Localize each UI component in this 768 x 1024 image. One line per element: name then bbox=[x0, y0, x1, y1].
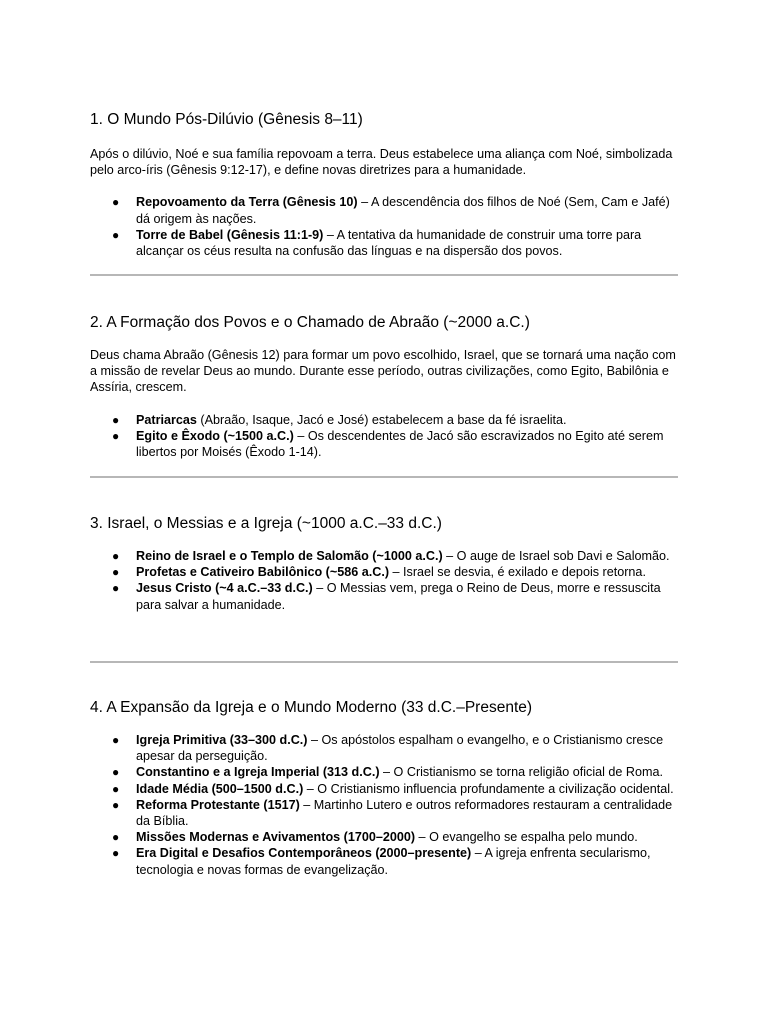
list-item bbox=[90, 580, 678, 612]
list-item-text: – A tentativa da humanidade de construir uma torre para alcançar os céus resulta na confusão das línguas e na dispersão dos povos. bbox=[136, 227, 642, 259]
section-1 bbox=[90, 110, 678, 259]
section-3-heading: 3. Israel, o Messias e a Igreja (~1000 a.C.–33 d.C.) bbox=[90, 515, 442, 532]
bullet-icon: ● bbox=[112, 765, 120, 780]
list-item bbox=[90, 797, 678, 829]
list-item bbox=[90, 428, 678, 460]
list-item-title: Jesus Cristo (~4 a.C.–33 d.C.) bbox=[136, 581, 313, 596]
section-divider bbox=[90, 476, 678, 478]
list-item bbox=[90, 764, 678, 780]
list-item-text: – Martinho Lutero e outros reformadores restauram a centralidade da Bíblia. bbox=[136, 797, 673, 829]
list-item-text: – Os apóstolos espalham o evangelho, e o Cristianismo cresce apesar da perseguição. bbox=[136, 733, 664, 764]
list-item-title: Reino de Israel e o Templo de Salomão (~1000 a.C.) bbox=[136, 549, 443, 563]
list-item-text: – Os descendentes de Jacó são escravizados no Egito até serem libertos por Moisés (Êxodo 1-14). bbox=[136, 428, 664, 460]
list-item bbox=[90, 194, 678, 226]
list-item-text: – Israel se desvia, é exilado e depois retorna. bbox=[389, 565, 646, 580]
list-item-title: Repovoamento da Terra (Gênesis 10) bbox=[136, 195, 358, 210]
section-2-intro: Deus chama Abraão (Gênesis 12) para formar um povo escolhido, Israel, que se tornará uma nação com a missão de revelar Deus ao mundo. Durante esse período, outras civilizações, como Egito, Babilônia e Assíria, crescem. bbox=[90, 348, 676, 395]
section-2-list bbox=[90, 412, 678, 461]
bullet-icon: ● bbox=[112, 227, 120, 242]
section-3 bbox=[90, 514, 678, 613]
list-item-title: Profetas e Cativeiro Babilônico (~586 a.C.) bbox=[136, 565, 390, 580]
list-item bbox=[90, 781, 678, 797]
bullet-icon: ● bbox=[112, 733, 120, 747]
bullet-icon: ● bbox=[112, 581, 120, 596]
section-4-heading: 4. A Expansão da Igreja e o Mundo Moderno (33 d.C.–Presente) bbox=[90, 699, 533, 716]
bullet-icon: ● bbox=[112, 565, 120, 580]
bullet-icon: ● bbox=[112, 797, 120, 812]
list-item-text: – O Messias vem, prega o Reino de Deus, morre e ressuscita para salvar a humanidade. bbox=[136, 581, 661, 612]
bullet-icon: ● bbox=[112, 781, 120, 796]
list-item-title: Torre de Babel (Gênesis 11:1-9) bbox=[136, 227, 324, 242]
list-item-title: Reforma Protestante (1517) bbox=[136, 797, 300, 812]
list-item bbox=[90, 564, 678, 580]
bullet-icon: ● bbox=[112, 195, 120, 210]
section-2-heading: 2. A Formação dos Povos e o Chamado de Abraão (~2000 a.C.) bbox=[90, 314, 530, 331]
section-divider bbox=[90, 274, 678, 276]
section-4-list bbox=[90, 732, 678, 878]
bullet-icon: ● bbox=[112, 549, 120, 563]
section-divider bbox=[90, 661, 678, 663]
list-item-title: Constantino e a Igreja Imperial (313 d.C.) bbox=[136, 765, 380, 780]
list-item bbox=[90, 732, 678, 764]
list-item bbox=[90, 412, 678, 428]
section-3-list bbox=[90, 548, 678, 613]
list-item-title: Egito e Êxodo (~1500 a.C.) bbox=[136, 428, 294, 443]
list-item-text: – A descendência dos filhos de Noé (Sem, Cam e Jafé) dá origem às nações. bbox=[136, 195, 670, 226]
list-item-text: – O Cristianismo influencia profundamente a civilização ocidental. bbox=[303, 781, 674, 796]
list-item-title: Igreja Primitiva (33–300 d.C.) bbox=[136, 733, 308, 747]
list-item-text: – O Cristianismo se torna religião oficial de Roma. bbox=[379, 765, 664, 780]
list-item bbox=[90, 845, 678, 877]
list-item bbox=[90, 829, 678, 845]
list-item bbox=[90, 548, 678, 564]
list-item-title: Missões Modernas e Avivamentos (1700–2000) bbox=[136, 830, 416, 845]
bullet-icon: ● bbox=[112, 428, 120, 443]
section-1-heading: 1. O Mundo Pós-Dilúvio (Gênesis 8–11) bbox=[90, 111, 363, 128]
list-item-text: (Abraão, Isaque, Jacó e José) estabelecem a base da fé israelita. bbox=[196, 412, 567, 427]
list-item-text: – A igreja enfrenta secularismo, tecnologia e novas formas de evangelização. bbox=[136, 846, 651, 877]
section-1-intro: Após o dilúvio, Noé e sua família repovoam a terra. Deus estabelece uma aliança com Noé, simbolizada pelo arco-íris (Gênesis 9:12-17), e define novas diretrizes para a humanidade. bbox=[90, 147, 673, 178]
section-2 bbox=[90, 313, 678, 460]
bullet-icon: ● bbox=[112, 412, 120, 427]
list-item-title: Idade Média (500–1500 d.C.) bbox=[136, 781, 304, 796]
list-item-title: Era Digital e Desafios Contemporâneos (2000–presente) bbox=[136, 846, 472, 861]
list-item-text: – O evangelho se espalha pelo mundo. bbox=[415, 830, 638, 845]
list-item-text: – O auge de Israel sob Davi e Salomão. bbox=[442, 549, 670, 563]
section-4 bbox=[90, 698, 678, 878]
bullet-icon: ● bbox=[112, 830, 120, 845]
list-item bbox=[90, 227, 678, 259]
list-item-title: Patriarcas bbox=[136, 412, 197, 427]
bullet-icon: ● bbox=[112, 846, 120, 861]
section-1-list bbox=[90, 194, 678, 259]
